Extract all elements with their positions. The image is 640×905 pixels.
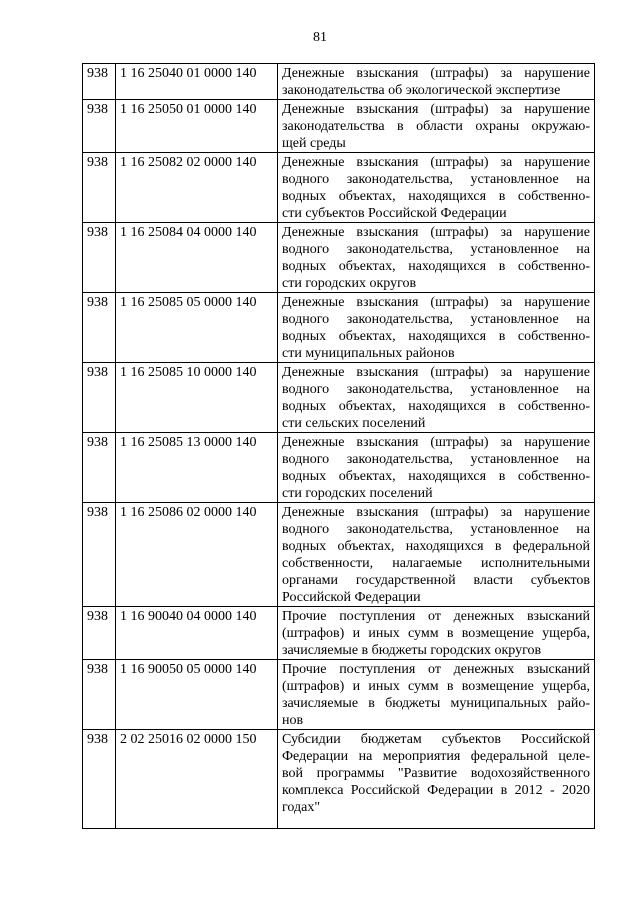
budget-classification-code-cell: 1 16 25085 10 0000 140 (116, 363, 278, 433)
revenue-description-cell (278, 660, 595, 730)
administrator-code-cell: 938 (83, 363, 116, 433)
table-row (83, 433, 595, 503)
description-line: водных объектах, находящихся в федеральной (282, 539, 590, 554)
administrator-code-cell: 938 (83, 730, 116, 829)
description-line: Российской Федерации (282, 590, 421, 605)
description-line: зачисляемые в бюджеты городских округов (282, 643, 542, 658)
description-line: сти муниципальных районов (282, 346, 455, 361)
description-line: Денежные взыскания (штрафы) за нарушение (282, 365, 590, 380)
description-line: водных объектах, находящихся в собственно- (282, 399, 590, 414)
description-line: сти городских поселений (282, 486, 433, 501)
budget-classification-code-cell: 1 16 90040 04 0000 140 (116, 607, 278, 660)
description-line: вой программы "Развитие водохозяйственного (282, 766, 590, 781)
revenue-description-cell (278, 730, 595, 829)
description-line: Денежные взыскания (штрафы) за нарушение (282, 225, 590, 240)
table-row (83, 293, 595, 363)
table-row (83, 660, 595, 730)
description-line: нов (282, 713, 304, 728)
revenue-description-cell (278, 293, 595, 363)
revenue-description-cell (278, 503, 595, 607)
description-line: (штрафов) и иных сумм в возмещение ущерба, (282, 679, 590, 694)
description-line: Денежные взыскания (штрафы) за нарушение (282, 435, 590, 450)
description-line: Федерации на мероприятия федеральной целе- (282, 749, 590, 764)
table-body (83, 64, 595, 829)
description-line: органами государственной власти субъектов (282, 573, 590, 588)
description-line: сти субъектов Российской Федерации (282, 206, 507, 221)
table-row (83, 100, 595, 153)
description-line: (штрафов) и иных сумм в возмещение ущерба, (282, 626, 590, 641)
administrator-code-cell: 938 (83, 64, 116, 100)
administrator-code-cell: 938 (83, 293, 116, 363)
description-line: сти сельских поселений (282, 416, 426, 431)
description-line: собственности, налагаемые исполнительными (282, 556, 590, 571)
table-row (83, 503, 595, 607)
description-line: зачисляемые в бюджеты муниципальных райо- (282, 696, 590, 711)
description-line: водных объектах, находящихся в собственно- (282, 329, 590, 344)
description-line: законодательства об экологической экспертизе (282, 83, 561, 98)
description-line: Прочие поступления от денежных взысканий (282, 609, 590, 624)
table-row (83, 363, 595, 433)
revenue-description-cell (278, 153, 595, 223)
description-line: Денежные взыскания (штрафы) за нарушение (282, 505, 590, 520)
table-row (83, 153, 595, 223)
description-line: водного законодательства, установленное на (282, 522, 590, 537)
budget-classification-code-cell: 2 02 25016 02 0000 150 (116, 730, 278, 829)
budget-classification-code-cell: 1 16 25040 01 0000 140 (116, 64, 278, 100)
revenue-description-cell (278, 100, 595, 153)
table-row (83, 607, 595, 660)
description-line: водных объектах, находящихся в собственно- (282, 259, 590, 274)
description-line: водного законодательства, установленное на (282, 242, 590, 257)
revenue-description-cell (278, 64, 595, 100)
administrator-code-cell: 938 (83, 433, 116, 503)
budget-classification-code-cell: 1 16 25084 04 0000 140 (116, 223, 278, 293)
budget-classification-code-cell: 1 16 25086 02 0000 140 (116, 503, 278, 607)
page-number: 81 (313, 30, 327, 45)
description-line: Денежные взыскания (штрафы) за нарушение (282, 155, 590, 170)
description-line: водных объектах, находящихся в собственно- (282, 189, 590, 204)
description-line: водного законодательства, установленное на (282, 172, 590, 187)
table-row (83, 64, 595, 100)
description-line: Денежные взыскания (штрафы) за нарушение (282, 295, 590, 310)
table-row (83, 730, 595, 829)
administrator-code-cell: 938 (83, 503, 116, 607)
description-line: комплекса Российской Федерации в 2012 - 2020 (282, 783, 590, 798)
budget-classification-code-cell: 1 16 25050 01 0000 140 (116, 100, 278, 153)
description-line: годах" (282, 800, 321, 815)
description-line: щей среды (282, 136, 346, 151)
budget-classification-code-cell: 1 16 25085 05 0000 140 (116, 293, 278, 363)
description-line: сти городских округов (282, 276, 417, 291)
administrator-code-cell: 938 (83, 660, 116, 730)
description-line: Субсидии бюджетам субъектов Российской (282, 732, 590, 747)
revenue-description-cell (278, 223, 595, 293)
description-line: водного законодательства, установленное на (282, 452, 590, 467)
administrator-code-cell: 938 (83, 223, 116, 293)
budget-classification-code-cell: 1 16 25085 13 0000 140 (116, 433, 278, 503)
revenue-description-cell (278, 433, 595, 503)
revenue-description-cell (278, 607, 595, 660)
description-line: водного законодательства, установленное на (282, 382, 590, 397)
description-line: Денежные взыскания (штрафы) за нарушение (282, 66, 590, 81)
revenue-codes-table (82, 63, 595, 829)
table-row (83, 223, 595, 293)
administrator-code-cell: 938 (83, 100, 116, 153)
description-line: Прочие поступления от денежных взысканий (282, 662, 590, 677)
administrator-code-cell: 938 (83, 153, 116, 223)
description-line: законодательства в области охраны окружаю- (282, 119, 590, 134)
budget-classification-code-cell: 1 16 25082 02 0000 140 (116, 153, 278, 223)
description-line: Денежные взыскания (штрафы) за нарушение (282, 102, 590, 117)
budget-classification-code-cell: 1 16 90050 05 0000 140 (116, 660, 278, 730)
administrator-code-cell: 938 (83, 607, 116, 660)
description-line: водных объектах, находящихся в собственно- (282, 469, 590, 484)
description-line: водного законодательства, установленное на (282, 312, 590, 327)
revenue-description-cell (278, 363, 595, 433)
